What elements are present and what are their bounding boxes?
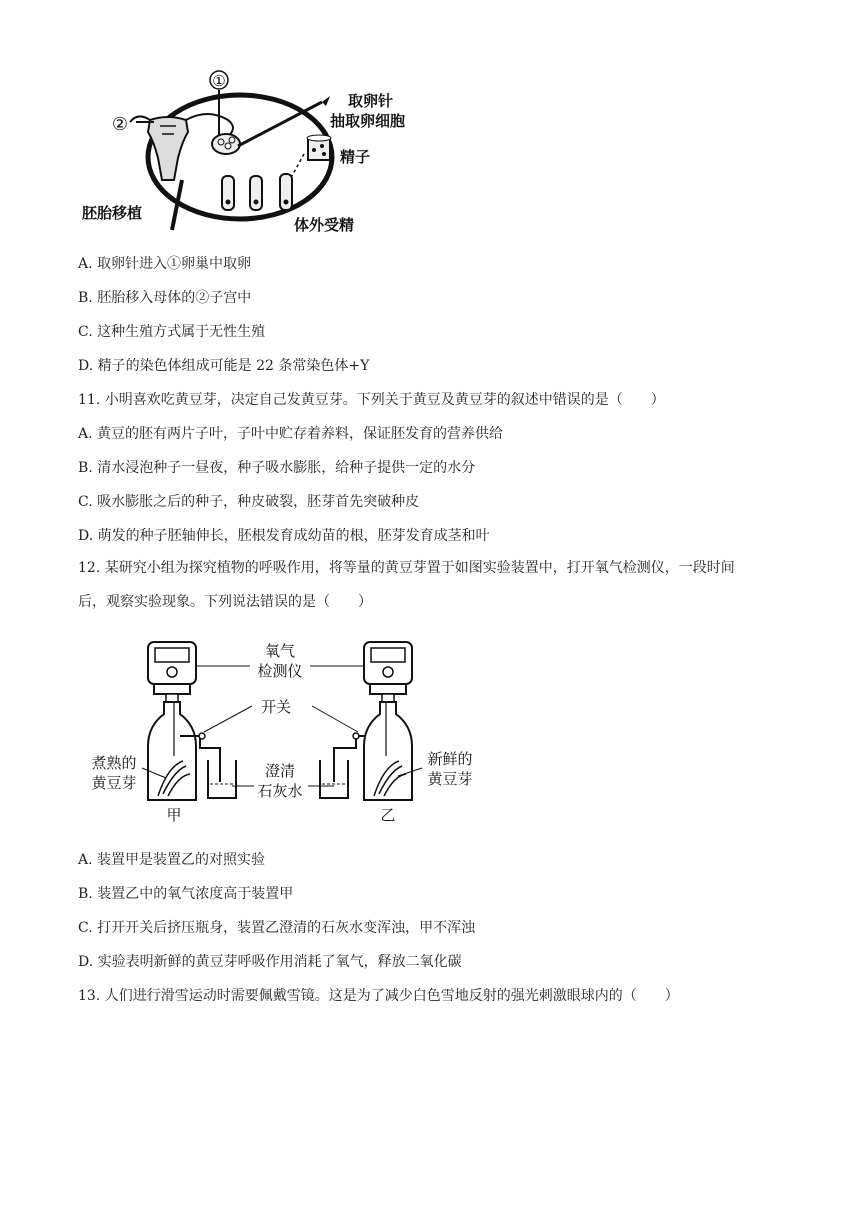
bottle-yi-icon	[364, 694, 412, 800]
test-tubes-icon	[222, 174, 292, 210]
label-ivf: 体外受精	[294, 216, 355, 234]
label-fresh-2: 黄豆芽	[427, 770, 473, 788]
label-lime-1: 澄清	[264, 762, 296, 780]
label-switch: 开关	[260, 698, 292, 716]
q10-option-d: D. 精子的染色体组成可能是 22 条常染色体+Y	[78, 358, 370, 374]
q12-option-c: C. 打开开关后挤压瓶身，装置乙澄清的石灰水变浑浊，甲不浑浊	[78, 920, 476, 936]
label-oxygen-1: 氧气	[264, 642, 296, 660]
label-cooked-2: 黄豆芽	[91, 774, 137, 792]
label-fresh-1: 新鲜的	[427, 750, 473, 768]
q10-option-c: C. 这种生殖方式属于无性生殖	[78, 324, 266, 340]
q11-stem: 11. 小明喜欢吃黄豆芽，决定自己发黄豆芽。下列关于黄豆及黄豆芽的叙述中错误的是（ ）	[78, 392, 665, 408]
q12-option-b: B. 装置乙中的氧气浓度高于装置甲	[78, 886, 294, 902]
oxygen-meter-left-icon	[148, 642, 196, 694]
bottle-jia-icon	[148, 694, 196, 800]
label-needle: 取卵针	[348, 92, 394, 110]
label-extract: 抽取卵细胞	[330, 112, 406, 130]
q12-stem-line2: 后，观察实验现象。下列说法错误的是（ ）	[78, 594, 372, 610]
ivf-diagram	[78, 62, 458, 242]
switch-right-icon	[353, 733, 359, 739]
label-circle1: ①	[212, 72, 226, 90]
label-yi: 乙	[380, 806, 396, 824]
switch-left-icon	[199, 733, 205, 739]
oxygen-meter-right-icon	[364, 642, 412, 694]
q11-option-b: B. 清水浸泡种子一昼夜，种子吸水膨胀，给种子提供一定的水分	[78, 460, 476, 476]
label-cooked-1: 煮熟的	[91, 754, 137, 772]
respiration-apparatus-diagram	[88, 636, 488, 826]
q11-option-a: A. 黄豆的胚有两片子叶，子叶中贮存着养料，保证胚发育的营养供给	[78, 426, 504, 442]
ovary-icon	[212, 134, 240, 154]
label-lime-2: 石灰水	[257, 782, 303, 800]
sperm-cup-icon	[307, 135, 331, 160]
q10-option-a: A. 取卵针进入①卵巢中取卵	[78, 256, 252, 272]
label-jia: 甲	[166, 806, 182, 824]
q12-option-a: A. 装置甲是装置乙的对照实验	[78, 852, 266, 868]
label-sperm: 精子	[340, 148, 371, 166]
beaker-left-icon	[208, 760, 236, 798]
q13-stem: 13. 人们进行滑雪运动时需要佩戴雪镜。这是为了减少白色雪地反射的强光刺激眼球内的（ ）	[78, 988, 679, 1004]
label-transfer: 胚胎移植	[82, 204, 143, 222]
label-oxygen-2: 检测仪	[257, 662, 303, 680]
q11-option-d: D. 萌发的种子胚轴伸长，胚根发育成幼苗的根，胚芽发育成茎和叶	[78, 528, 490, 544]
q11-option-c: C. 吸水膨胀之后的种子，种皮破裂，胚芽首先突破种皮	[78, 494, 420, 510]
q12-stem-line1: 12. 某研究小组为探究植物的呼吸作用，将等量的黄豆芽置于如图实验装置中，打开氧气检测仪，一段时间	[78, 560, 735, 576]
q10-option-b: B. 胚胎移入母体的②子宫中	[78, 290, 252, 306]
q12-option-d: D. 实验表明新鲜的黄豆芽呼吸作用消耗了氧气，释放二氧化碳	[78, 954, 462, 970]
label-circle2: ②	[111, 114, 129, 135]
